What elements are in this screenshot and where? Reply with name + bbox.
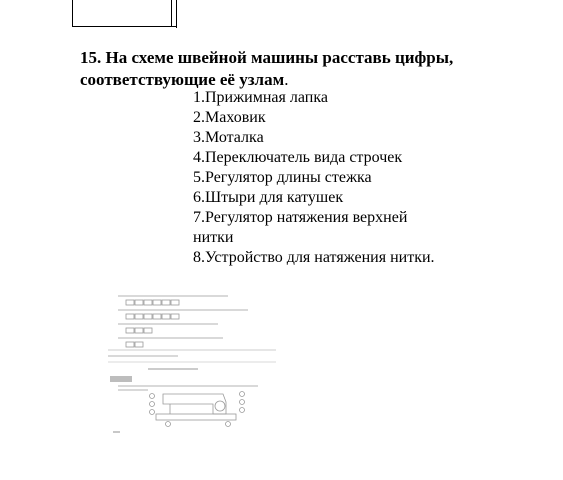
parts-list-item: 1.Прижимная лапка bbox=[193, 89, 328, 106]
parts-list-item: 5.Регулятор длины стежка bbox=[193, 169, 372, 186]
answer-box bbox=[72, 0, 172, 27]
parts-list-item: 2.Маховик bbox=[193, 109, 266, 126]
workbook-page-thumbnail bbox=[108, 290, 276, 440]
parts-list-item: 7.Регулятор натяжения верхней нитки bbox=[193, 209, 408, 246]
question-body: На схеме швейной машины расставь цифры, соответствующие её узлам bbox=[80, 48, 454, 89]
answer-box-edge bbox=[176, 0, 178, 28]
question-text bbox=[80, 47, 520, 91]
parts-list-item: 3.Моталка bbox=[193, 129, 264, 146]
parts-list-item: 8.Устройство для натяжения нитки. bbox=[193, 249, 435, 266]
workbook-page-image bbox=[108, 290, 276, 440]
question-period: . bbox=[284, 70, 289, 89]
answer-box-edge-base bbox=[170, 26, 177, 28]
parts-list-item: 4.Переключатель вида строчек bbox=[193, 149, 403, 166]
question-number: 15. bbox=[80, 48, 102, 67]
parts-list-item: 6.Штыри для катушек bbox=[193, 189, 344, 206]
parts-list bbox=[193, 88, 443, 268]
